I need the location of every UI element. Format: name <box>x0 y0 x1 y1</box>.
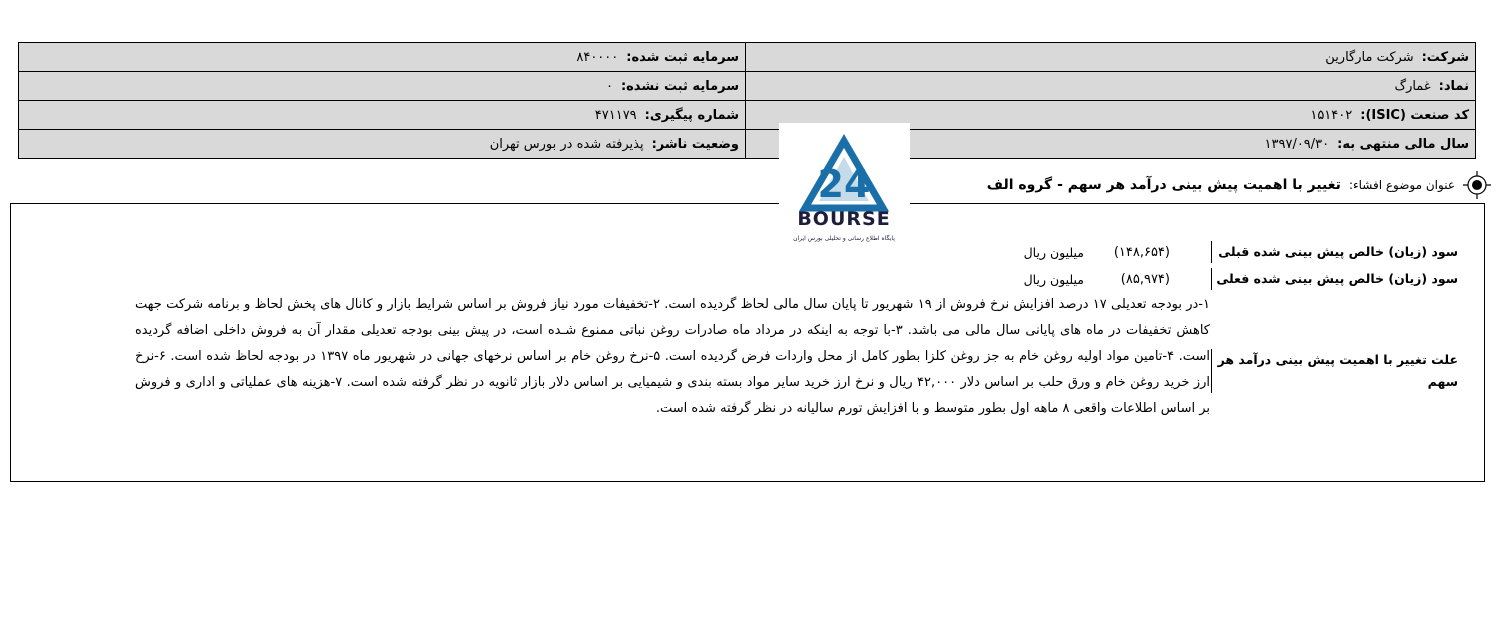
company-info-table <box>18 42 1476 159</box>
target-icon <box>1463 171 1491 199</box>
registered-capital-cell <box>19 43 746 72</box>
forecast-details-box <box>10 203 1485 482</box>
previous-forecast-value: (۱۴۸,۶۵۴) <box>1113 244 1170 260</box>
info-row <box>19 101 1476 130</box>
registered-capital-label: سرمایه ثبت شده: <box>626 49 739 65</box>
isic-label: کد صنعت (ISIC): <box>1360 107 1469 123</box>
previous-forecast-row <box>11 240 1484 264</box>
tracking-number-label: شماره پیگیری: <box>644 107 739 123</box>
unregistered-capital-value: ۰ <box>605 78 613 94</box>
info-row <box>19 43 1476 72</box>
current-forecast-label: سود (زیان) خالص پیش بینی شده فعلی <box>1211 268 1460 290</box>
current-forecast-unit: میلیون ریال <box>1023 271 1084 287</box>
issuer-status-value: پذیرفته شده در بورس تهران <box>489 136 644 152</box>
fiscal-year-value: ۱۳۹۷/۰۹/۳۰ <box>1264 136 1330 152</box>
symbol-value: غمارگ <box>1394 78 1431 94</box>
fiscal-year-label: سال مالی منتهی به: <box>1337 136 1469 152</box>
subject-label: عنوان موضوع افشاء: <box>1348 178 1455 192</box>
current-forecast-row <box>11 267 1484 291</box>
previous-forecast-unit: میلیون ریال <box>1023 244 1084 260</box>
company-value: شرکت مارگارین <box>1325 49 1414 65</box>
logo-text: BOURSE <box>797 208 891 230</box>
company-label: شرکت: <box>1421 49 1469 65</box>
registered-capital-value: ۸۴۰۰۰۰ <box>576 49 619 65</box>
logo-number: 24 <box>817 162 871 206</box>
bourse24-logo-graphic <box>779 123 910 254</box>
previous-forecast-label: سود (زیان) خالص پیش بینی شده قبلی <box>1211 241 1460 263</box>
change-reason-text: ۱-در بودجه تعدیلی ۱۷ درصد افزایش نرخ فروش از ۱۹ شهریور تا پایان سال مالی لحاظ گردیده است. ۲-تخفیفات مورد نیاز فروش بر اساس شرایط بازار و کانال های پخش لحاظ و برنامه شرکت جهت کاهش تخفیفات در ماه های پایانی سال مالی می باشد. ۳-با توجه به اینکه در مرداد ماه صادرات روغن نباتی ممنوع شـده است، در پیش بینی بودجه تعدیلی مقدار آن به فروش داخلی اضافه گردیده است. ۴-تامین مواد اولیه روغن خام به جز روغن کلزا بطور کامل از محل واردات فرض گردیده است. ۵-نرخ روغن خام بر اساس نرخهای جهانی در شهریور ماه ۱۳۹۷ در بودجه لحاظ شده است. ۶-نرخ ارز خرید روغن خام و ورق حلب بر اساس دلار ۴۲,۰۰۰ ریال و نرخ ارز خرید سایر مواد بسته بندی و شیمیایی بر اساس دلار بازار ثانویه در نظر گرفته شده است. ۷-هزینه های عملیاتی و اداری و فروش بر اساس اطلاعات واقعی ۸ ماهه اول بطور متوسط و با افزایش تورم سالیانه در نظر گرفته شده است. <box>135 297 1210 416</box>
info-row <box>19 130 1476 159</box>
info-row <box>19 72 1476 101</box>
issuer-status-cell <box>19 130 746 159</box>
tracking-number-cell <box>19 101 746 130</box>
tracking-number-value: ۴۷۱۱۷۹ <box>594 107 637 123</box>
unregistered-capital-cell <box>19 72 746 101</box>
bourse24-logo <box>779 123 910 254</box>
disclosure-subject <box>987 172 1491 198</box>
change-reason-label: علت تغییر با اهمیت پیش بینی درآمد هر سهم <box>1211 349 1460 393</box>
current-forecast-value: (۸۵,۹۷۴) <box>1120 271 1170 287</box>
company-cell <box>746 43 1476 72</box>
subject-title: تغییر با اهمیت پیش بینی درآمد هر سهم - گروه الف <box>986 177 1341 193</box>
isic-value: ۱۵۱۴۰۲ <box>1310 107 1353 123</box>
symbol-label: نماد: <box>1438 78 1469 94</box>
logo-tagline: پایگاه اطلاع رسانی و تحلیلی بورس ایران <box>793 235 895 242</box>
unregistered-capital-label: سرمایه ثبت نشده: <box>620 78 739 94</box>
symbol-cell <box>746 72 1476 101</box>
issuer-status-label: وضعیت ناشر: <box>651 136 739 152</box>
